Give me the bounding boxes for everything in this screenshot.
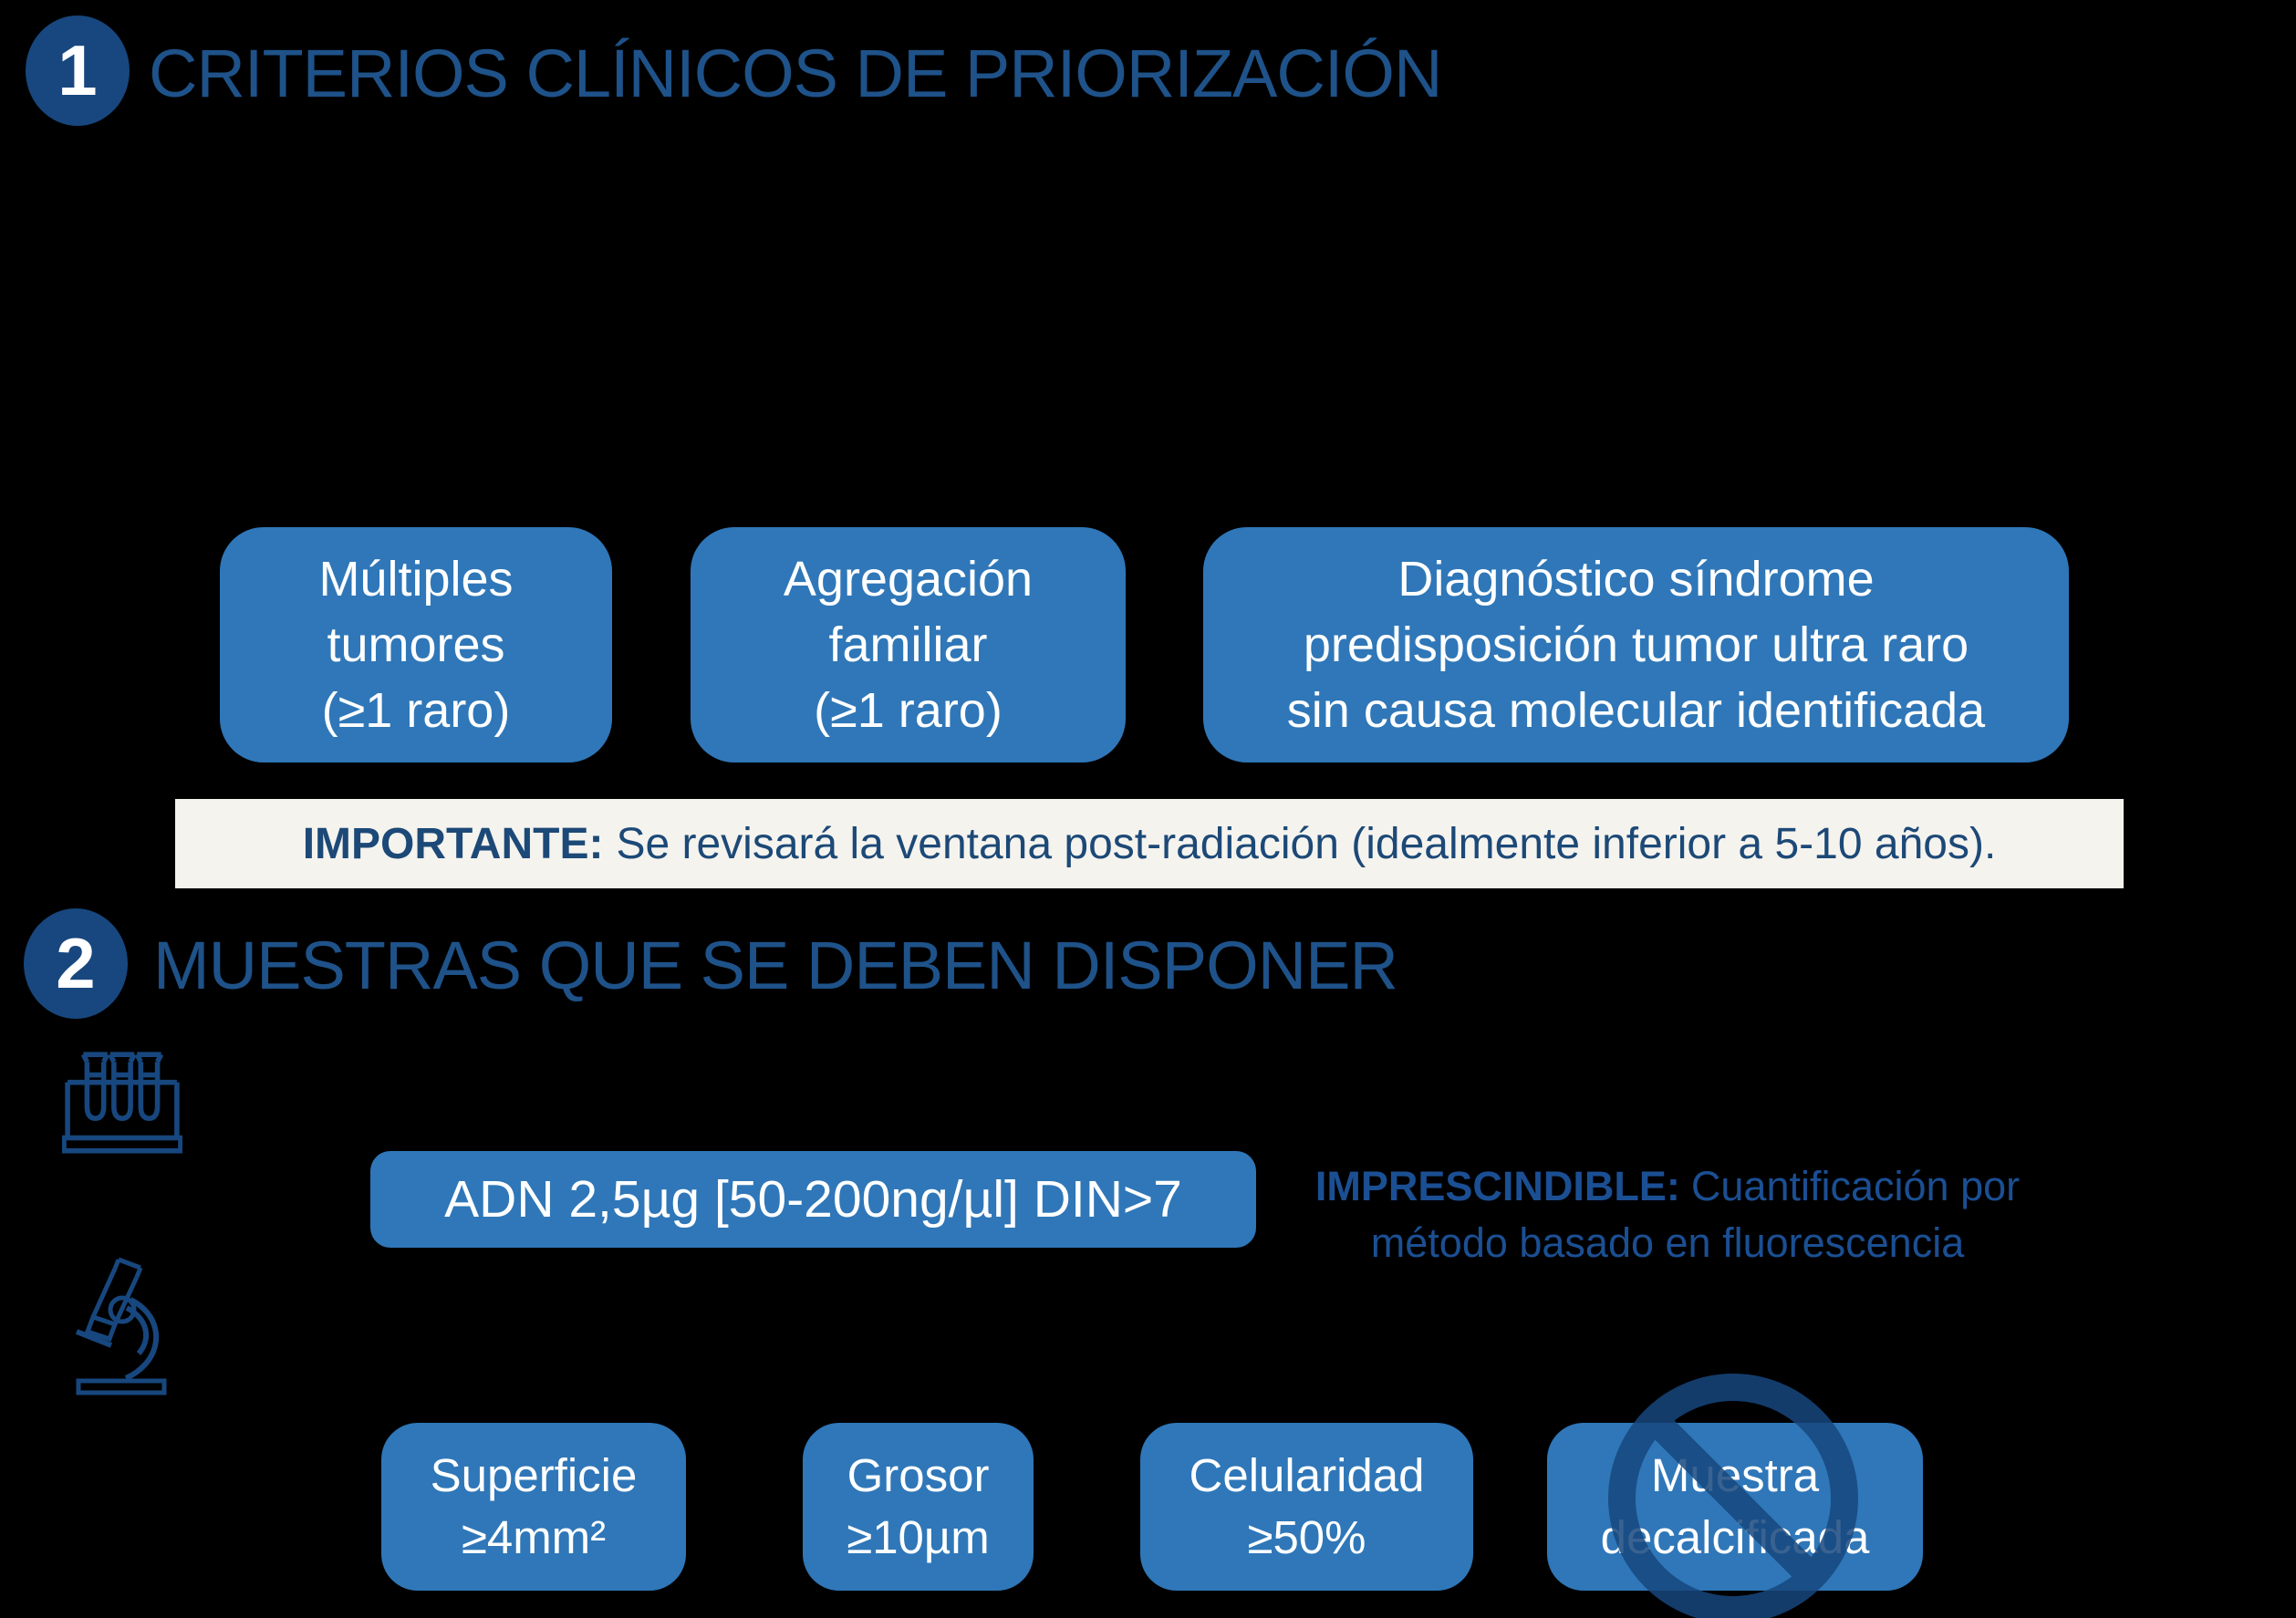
card-text-line: (≥1 raro) — [321, 683, 511, 738]
essential-note-line2: método basado en fluorescencia — [1370, 1219, 1965, 1266]
card-text-line: ≥10µm — [847, 1511, 990, 1563]
criteria-card-multiples-tumores — [220, 527, 612, 762]
essential-note-label: IMPRESCINDIBLE: — [1314, 1163, 1680, 1209]
card-text-line: predisposición tumor ultra raro — [1303, 617, 1969, 672]
card-text-line: Superficie — [430, 1449, 638, 1501]
card-text-line: familiar — [828, 617, 988, 672]
card-text-line: sin causa molecular identificada — [1286, 683, 1986, 738]
criteria-card-agregacion-familiar — [691, 527, 1126, 762]
section2-number-badge — [24, 908, 128, 1019]
card-text-line: Múltiples — [318, 552, 514, 607]
card-text-line: Celularidad — [1189, 1449, 1425, 1501]
card-text-line: tumores — [327, 617, 505, 672]
section1-title: CRITERIOS CLÍNICOS DE PRIORIZACIÓN — [149, 36, 1442, 111]
section2-number: 2 — [56, 923, 96, 1003]
card-text-line: ≥50% — [1247, 1511, 1366, 1563]
section1-number: 1 — [57, 30, 98, 110]
dna-requirement-text: ADN 2,5µg [50-200ng/µl] DIN>7 — [444, 1170, 1182, 1229]
card-text-line: Muestra — [1650, 1449, 1820, 1501]
card-text-line: Agregación — [783, 552, 1034, 607]
important-note-text: Se revisará la ventana post-radiación (idealmente inferior a 5-10 años). — [616, 819, 1997, 868]
card-text-line: Grosor — [847, 1449, 990, 1501]
essential-note — [1284, 1158, 2051, 1271]
important-note-banner — [175, 799, 2124, 888]
sample-card-celularidad — [1140, 1423, 1473, 1591]
important-note-label: IMPORTANTE: — [302, 819, 604, 868]
section1-number-badge — [26, 16, 130, 126]
essential-note-text1: Cuantificación por — [1690, 1163, 2021, 1209]
essential-note-line1 — [1284, 1158, 2051, 1215]
card-text-line: (≥1 raro) — [814, 683, 1003, 738]
card-text-line: Diagnóstico síndrome — [1397, 552, 1875, 607]
microscope-icon — [73, 1257, 170, 1395]
section2-title: MUESTRAS QUE SE DEBEN DISPONER — [153, 928, 1397, 1003]
test-tubes-rack-icon — [62, 1049, 182, 1158]
card-text-line: ≥4mm² — [461, 1511, 607, 1563]
dna-requirement-pill — [370, 1151, 1256, 1248]
prohibition-no-symbol-icon — [1605, 1371, 1861, 1618]
criteria-card-diagnostico-sindrome — [1203, 527, 2069, 762]
sample-card-grosor — [803, 1423, 1034, 1591]
card-text-line: decalcificada — [1600, 1511, 1870, 1563]
sample-card-superficie — [381, 1423, 686, 1591]
